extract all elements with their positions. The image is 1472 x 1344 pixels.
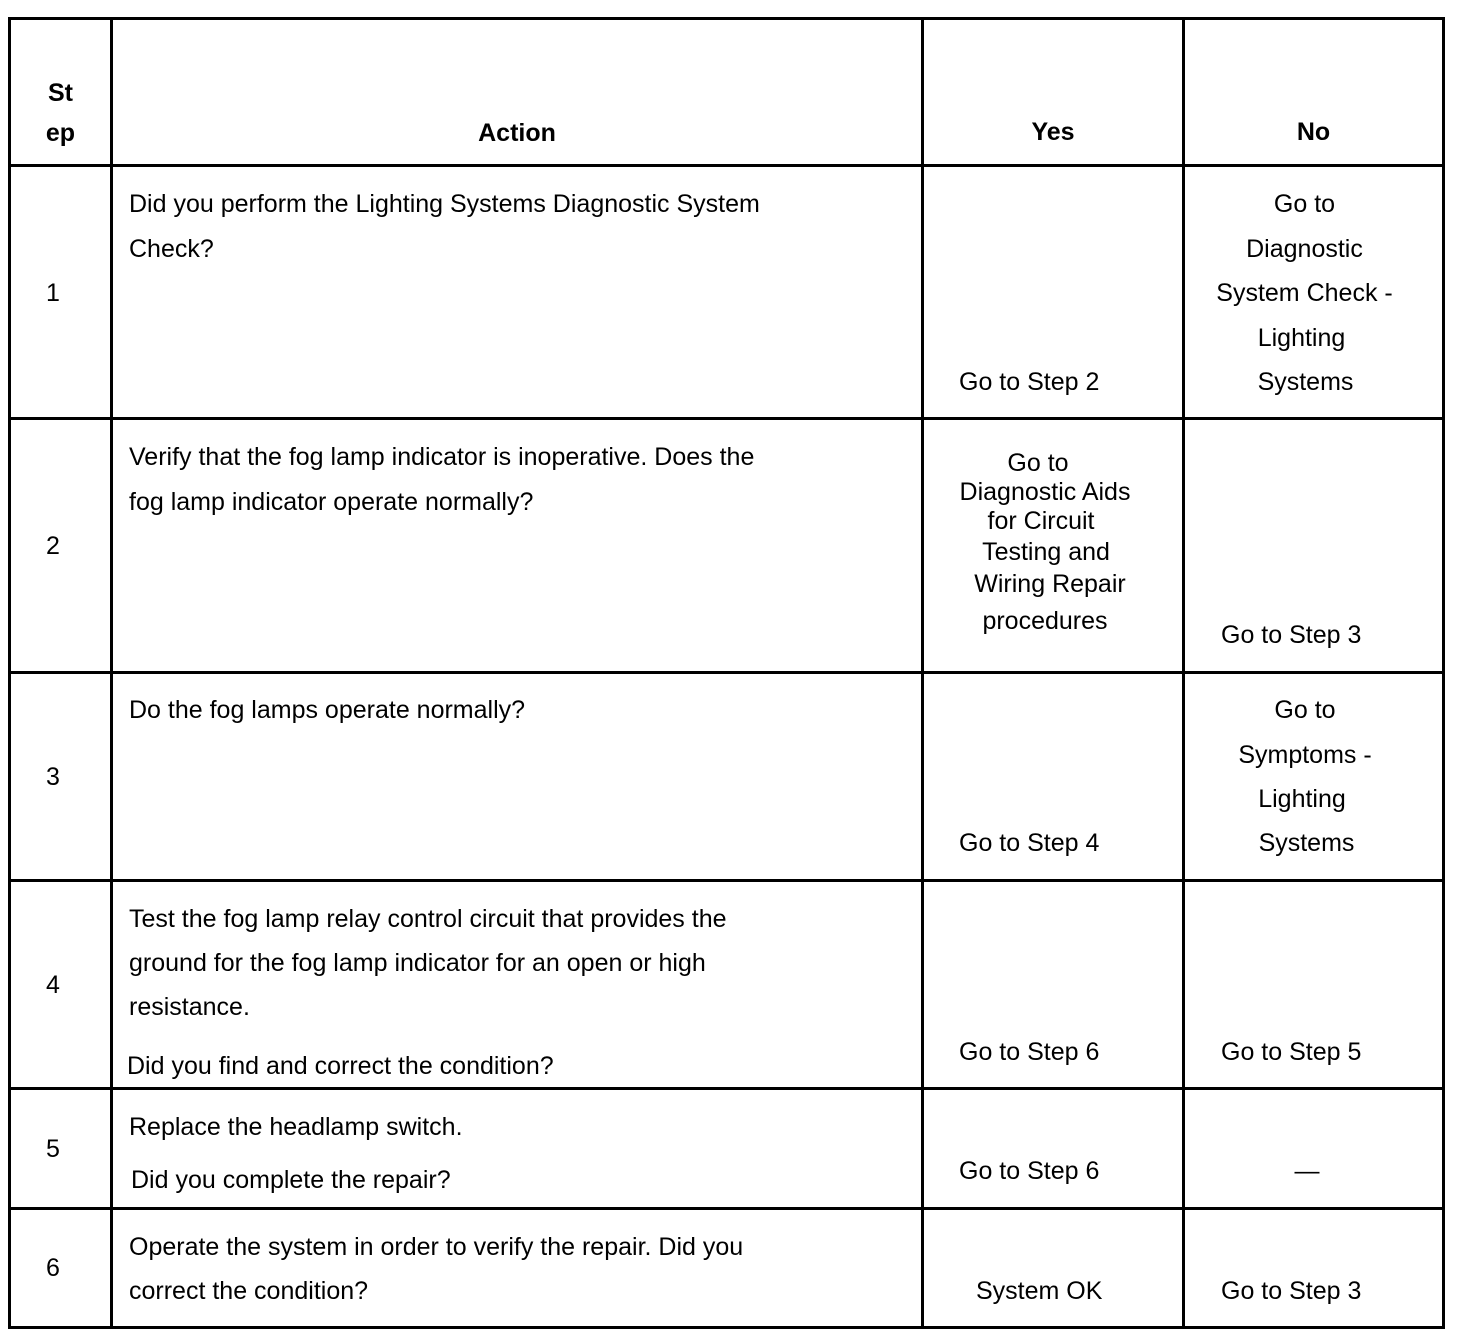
yes-result-line: Wiring Repair bbox=[974, 570, 1126, 598]
no-result: — bbox=[1294, 1157, 1320, 1185]
no-result-line: Go to bbox=[1274, 696, 1336, 724]
action-text-line: Test the fog lamp relay control circuit that provides the bbox=[129, 905, 727, 933]
action-text-line: ground for the fog lamp indicator for an open or high bbox=[129, 949, 706, 977]
column-divider bbox=[110, 17, 113, 1329]
yes-result: System OK bbox=[976, 1277, 1103, 1305]
yes-result-line: procedures bbox=[982, 607, 1108, 635]
header-action: Action bbox=[478, 119, 556, 147]
step-number: 3 bbox=[46, 763, 60, 791]
yes-result: Go to Step 6 bbox=[959, 1038, 1100, 1066]
table-border-right bbox=[1442, 17, 1445, 1329]
no-result-line: System Check - bbox=[1216, 279, 1393, 307]
header-step-line1: St bbox=[48, 79, 73, 107]
row-divider bbox=[9, 1207, 1445, 1210]
action-text-line: correct the condition? bbox=[129, 1277, 369, 1305]
header-no: No bbox=[1296, 118, 1331, 146]
action-text-line: Check? bbox=[129, 235, 214, 263]
action-text-line: resistance. bbox=[129, 993, 250, 1021]
step-number: 2 bbox=[46, 532, 60, 560]
yes-result: Go to Step 2 bbox=[959, 368, 1100, 396]
row-divider bbox=[9, 879, 1445, 882]
no-result-line: Systems bbox=[1257, 368, 1354, 396]
step-number: 6 bbox=[46, 1254, 60, 1282]
row-divider bbox=[9, 164, 1445, 167]
yes-result: Go to Step 6 bbox=[959, 1157, 1100, 1185]
yes-result-line: for Circuit bbox=[987, 507, 1095, 535]
table-border-bottom bbox=[9, 1326, 1445, 1329]
action-text-line: fog lamp indicator operate normally? bbox=[129, 488, 534, 516]
header-step-line2: ep bbox=[45, 119, 76, 147]
action-text-line: Operate the system in order to verify the repair. Did you bbox=[129, 1233, 744, 1261]
step-number: 1 bbox=[46, 279, 60, 307]
no-result: Go to Step 3 bbox=[1221, 621, 1362, 649]
no-result-line: Lighting bbox=[1258, 785, 1346, 813]
action-text-line: Verify that the fog lamp indicator is inoperative. Does the bbox=[129, 443, 755, 471]
column-divider bbox=[921, 17, 924, 1329]
step-number: 4 bbox=[46, 971, 60, 999]
header-yes: Yes bbox=[1031, 118, 1075, 146]
action-text-line: Did you perform the Lighting Systems Diagnostic System bbox=[129, 190, 760, 218]
row-divider bbox=[9, 671, 1445, 674]
no-result: Go to Step 5 bbox=[1221, 1038, 1362, 1066]
row-divider bbox=[9, 417, 1445, 420]
action-text-line: Replace the headlamp switch. bbox=[129, 1113, 463, 1141]
yes-result: Go to Step 4 bbox=[959, 829, 1100, 857]
action-text-line: Do the fog lamps operate normally? bbox=[129, 696, 526, 724]
no-result: Go to Step 3 bbox=[1221, 1277, 1362, 1305]
no-result-line: Diagnostic bbox=[1246, 235, 1363, 263]
action-question: Did you complete the repair? bbox=[131, 1166, 451, 1194]
step-number: 5 bbox=[46, 1135, 60, 1163]
yes-result-line: Go to bbox=[1007, 449, 1069, 477]
action-question: Did you find and correct the condition? bbox=[127, 1052, 554, 1080]
table-border-top bbox=[9, 17, 1445, 20]
yes-result-line: Diagnostic Aids bbox=[959, 478, 1131, 506]
no-result-line: Systems bbox=[1258, 829, 1355, 857]
no-result-line: Go to bbox=[1273, 190, 1336, 218]
yes-result-line: Testing and bbox=[982, 538, 1110, 566]
no-result-line: Symptoms - bbox=[1238, 741, 1372, 769]
no-result-line: Lighting bbox=[1257, 324, 1346, 352]
